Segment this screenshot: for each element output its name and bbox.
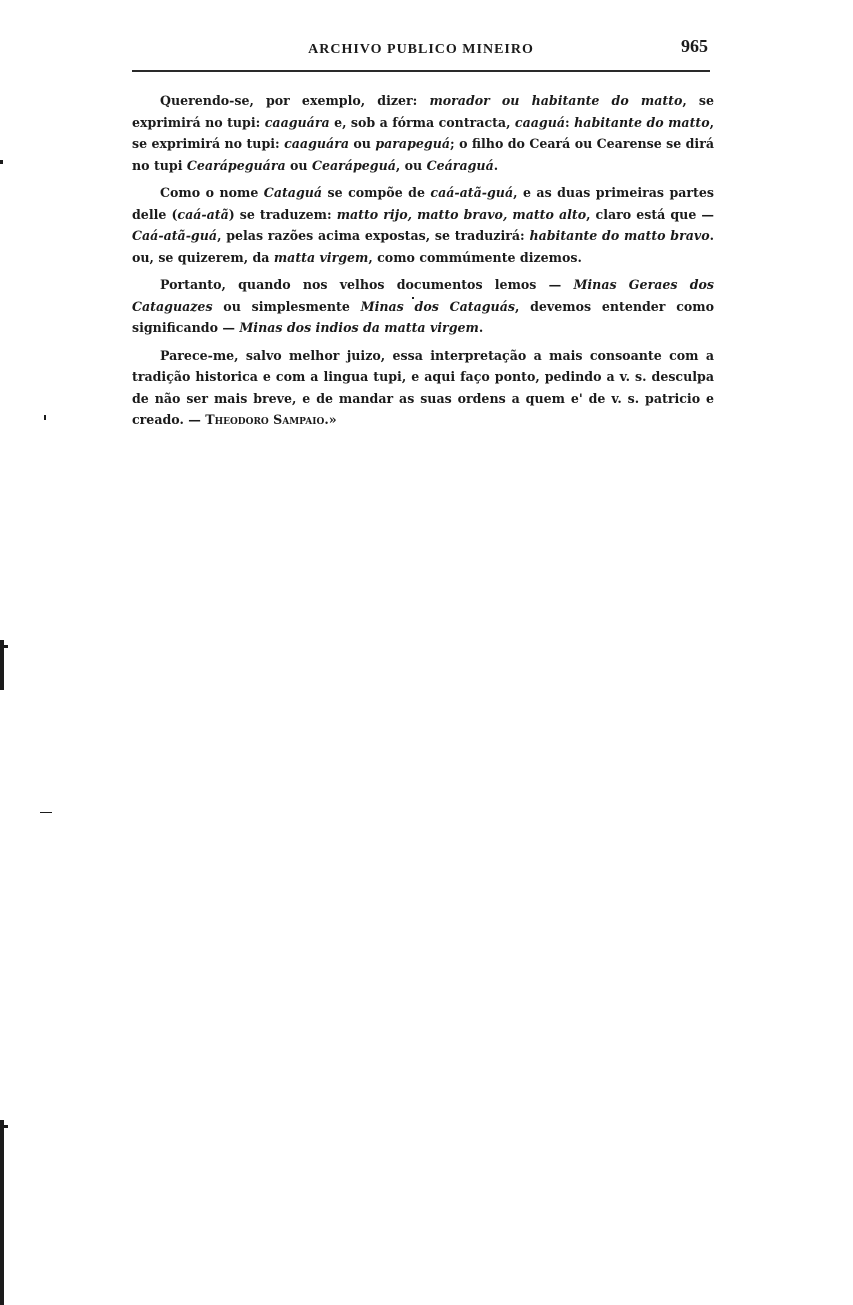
header-rule: [132, 70, 710, 72]
paragraph: [132, 182, 714, 268]
text-run: ; o filho do Ceará ou Cearense se dirá no tupi: [132, 136, 715, 173]
text-run: Querendo-se, por exemplo, dizer:: [160, 93, 430, 108]
binding-line-lower: [0, 1120, 4, 1305]
margin-mark-top: [0, 160, 3, 164]
speck-left-mid: [44, 415, 46, 420]
text-run: Como o nome: [160, 185, 264, 200]
italic-term: Cearápeguá: [311, 157, 396, 173]
text-run: ) se traduzem:: [228, 206, 337, 222]
italic-term: matta virgem: [273, 249, 369, 265]
italic-term: caaguá: [514, 114, 566, 130]
text-run: se compõe de: [322, 185, 431, 200]
italic-term: Caá-atã-guá: [132, 228, 218, 243]
speck-left-lower: [40, 812, 52, 813]
text-run: Portanto, quando nos velhos documentos lemos —: [160, 277, 574, 292]
speck-text-dot: [412, 297, 414, 299]
binding-tick-upper: [0, 645, 8, 648]
text-run: , como commúmente dizemos.: [368, 249, 582, 265]
paragraph: [132, 274, 714, 339]
text-run: . ou, se quizerem, da: [132, 228, 714, 265]
text-run: ou: [285, 157, 312, 173]
text-run: e, sob a fórma contracta,: [329, 114, 515, 130]
italic-term: habitante do matto: [574, 114, 710, 130]
italic-term: caá-atã-guá: [430, 185, 514, 200]
text-run: .: [478, 320, 484, 335]
italic-term: caaguára: [264, 114, 330, 130]
text-run: , se exprimirá no tupi:: [132, 114, 714, 151]
text-run: , devemos entender como significando —: [132, 298, 714, 335]
paragraph: [132, 345, 714, 431]
page-number: 965: [681, 36, 708, 56]
page-header: [132, 30, 710, 74]
text-run: .»: [324, 412, 337, 427]
text-run: ou simplesmente: [212, 298, 361, 314]
text-run: , e as duas primeiras partes delle (: [132, 185, 714, 222]
italic-term: Minas dos indios da matta virgem: [239, 320, 479, 335]
italic-term: Cataguá: [263, 185, 323, 200]
italic-term: parapeguá: [375, 136, 451, 151]
italic-term: habitante do matto bravo: [529, 228, 710, 243]
text-run: , se exprimirá no tupi:: [132, 93, 715, 130]
text-run: , pelas razões acima expostas, se traduzirá:: [217, 228, 530, 243]
running-title: ARCHIVO PUBLICO MINEIRO: [308, 42, 534, 57]
text-run: :: [565, 114, 575, 130]
text-run: , ou: [395, 157, 427, 173]
body-text: [132, 90, 714, 437]
text-run: .: [493, 157, 499, 173]
author-signature: Theodoro Sampaio: [205, 412, 325, 427]
italic-term: matto rijo, matto bravo, matto alto: [336, 206, 587, 222]
italic-term: Minas Geraes dos Cataguazes: [132, 277, 714, 314]
text-run: , claro está que —: [586, 206, 714, 222]
italic-term: morador ou habitante do matto: [429, 93, 683, 108]
text-run: Parece-me, salvo melhor juizo, essa interpretação a mais consoante com a tradição historica e com a lingua tupi, e aqui faço ponto, pedindo a v. s. desculpa de não ser mais breve, e de mandar as suas ordens a quem e' de v. s. patricio e creado. —: [132, 347, 714, 427]
italic-term: caaguára: [284, 136, 349, 151]
italic-term: Cearápeguára: [186, 157, 286, 173]
text-run: ou: [348, 136, 376, 151]
italic-term: Ceáraguá: [426, 157, 494, 173]
italic-term: Minas dos Cataguás: [360, 298, 515, 314]
italic-term: caá-atã: [177, 206, 229, 222]
paragraph: [132, 90, 714, 176]
binding-tick-lower: [0, 1125, 8, 1128]
